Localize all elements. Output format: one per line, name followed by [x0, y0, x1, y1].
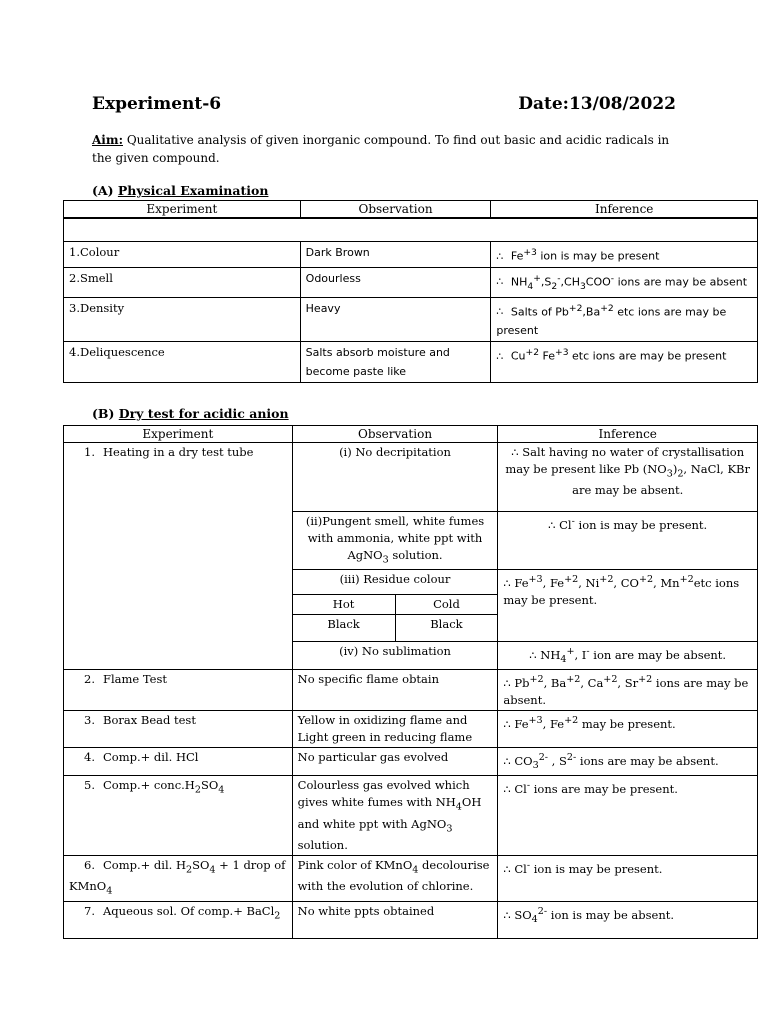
- date-label: Date:13/08/2022: [518, 94, 676, 114]
- section-a-heading: Physical Examination: [117, 183, 269, 198]
- section-b-heading: Dry test for acidic anion: [118, 406, 289, 421]
- row-number: 2.: [84, 672, 95, 687]
- hot-value: Black: [293, 615, 395, 642]
- experiment-title: Experiment-6: [92, 94, 222, 114]
- column-header: Inference: [491, 201, 758, 219]
- experiment-text: Flame Test: [103, 672, 167, 687]
- section-a-prefix: (A): [92, 183, 118, 198]
- experiment-text: Heating in a dry test tube: [103, 445, 254, 459]
- row-number: 3.: [84, 713, 95, 728]
- inference-cell: ∴ $Fe^{+3}$, $Fe^{+2}$ may be present.: [498, 711, 758, 748]
- observation-cell: Pink color of KMnO$_4$ decolourise with the evolution of chlorine.: [292, 855, 498, 901]
- aim-text: Qualitative analysis of given inorganic compound. To find out basic and acidic radicals in the given compound.: [92, 133, 670, 165]
- experiment-text: Comp.+ dil. HCl: [103, 750, 199, 765]
- observation-cell: Dark Brown: [300, 242, 491, 268]
- observation-cell: Odourless: [300, 267, 491, 297]
- inference-cell: ∴ $NH_4^+$, I- ion are may be absent.: [498, 642, 758, 670]
- inference-cell: ∴ Cl- ions are may be present.: [498, 776, 758, 856]
- observation-cell: No white ppts obtained: [292, 901, 498, 938]
- dry-test-table: [63, 425, 758, 939]
- observation-cell: [292, 570, 498, 642]
- table-row: [64, 711, 758, 748]
- column-header: Inference: [498, 426, 758, 443]
- table-header-row: [64, 426, 758, 443]
- experiment-cell: [64, 670, 293, 711]
- observation-cell: (i) No decripitation: [292, 443, 498, 512]
- observation-cell: Colourless gas evolved which gives white fumes with $NH_4OH$ and white ppt with AgNO$_3$ solution.: [292, 776, 498, 856]
- experiment-text: Borax Bead test: [103, 713, 196, 728]
- experiment-cell: 4.Deliquescence: [64, 342, 301, 383]
- observation-cell: (ii)Pungent smell, white fumes with ammonia, white ppt with AgNO$_3$ solution.: [292, 512, 498, 570]
- experiment-cell: 7. Aqueous sol. Of comp.+ BaCl$_2$: [64, 901, 293, 938]
- hot-label: Hot: [293, 595, 395, 615]
- aim-paragraph: [92, 131, 682, 167]
- inference-cell: ∴ Salts of $Pb^{+2},Ba^{+2}$ etc ions are may be present: [491, 297, 758, 342]
- experiment-cell: 5. Comp.+ $conc.H_2SO_4$: [64, 776, 293, 856]
- table-row: [64, 242, 758, 268]
- observation-cell: No specific flame obtain: [292, 670, 498, 711]
- table-header-row: [64, 201, 758, 219]
- row-number: 6.: [84, 857, 95, 872]
- row-number: 7.: [84, 903, 95, 918]
- column-header: Observation: [300, 201, 491, 219]
- observation-cell: (iv) No sublimation: [292, 642, 498, 670]
- aim-label: Aim:: [92, 133, 123, 147]
- table-row: [64, 342, 758, 383]
- table-row: [64, 670, 758, 711]
- header-row: [92, 94, 676, 114]
- experiment-cell: 2.Smell: [64, 267, 301, 297]
- table-row: [64, 267, 758, 297]
- inference-cell: ∴ $Fe^{+3}$ ion is may be present: [491, 242, 758, 268]
- row-number: 1.: [84, 445, 95, 459]
- table-row: [64, 748, 758, 776]
- column-header: Experiment: [64, 426, 293, 443]
- experiment-cell: [64, 443, 293, 670]
- section-b-title: [92, 406, 289, 421]
- section-b-prefix: (B): [92, 406, 119, 421]
- inference-cell: ∴ Salt having no water of crystallisation may be present like Pb $(NO_3)_2$, NaCl, KBr are may be absent.: [498, 443, 758, 512]
- inference-cell: ∴ $NH_4^+,S_2^-,CH_3COO^-$ ions are may be absent: [491, 267, 758, 297]
- table-row: [64, 297, 758, 342]
- experiment-cell: 6. Comp.+ dil. $H_2SO_4 + 1$ drop of KMnO$_4$: [64, 855, 293, 901]
- experiment-cell: [64, 748, 293, 776]
- experiment-cell: 1.Colour: [64, 242, 301, 268]
- residue-colour-label: (iii) Residue colour: [339, 572, 451, 587]
- row-number: 5.: [84, 778, 95, 793]
- table-row: [64, 218, 758, 242]
- residue-colour-table: [293, 594, 498, 641]
- observation-cell: No particular gas evolved: [292, 748, 498, 776]
- inference-cell: ∴ $Fe^{+3}$, $Fe^{+2}$, $Ni^{+2}$, $CO^{+2}$, $Mn^{+2}etc$ ions may be present.: [498, 570, 758, 642]
- observation-cell: Salts absorb moisture and become paste like: [300, 342, 491, 383]
- inference-cell: ∴ $CO_3^{2-}$ , $S^{2-}$ ions are may be absent.: [498, 748, 758, 776]
- row-number: 4.: [84, 750, 95, 765]
- cold-label: Cold: [395, 595, 497, 615]
- section-a-title: [92, 183, 268, 198]
- inference-cell: ∴ $Pb^{+2}$, $Ba^{+2}$, $Ca^{+2}$, $Sr^{+2}$ ions are may be absent.: [498, 670, 758, 711]
- observation-cell: Yellow in oxidizing flame and Light green in reducing flame: [292, 711, 498, 748]
- experiment-cell: [64, 711, 293, 748]
- column-header: Experiment: [64, 201, 301, 219]
- observation-cell: Heavy: [300, 297, 491, 342]
- inference-cell: ∴ $Cu^{+2}$ $Fe^{+3}$ etc ions are may be present: [491, 342, 758, 383]
- inference-cell: ∴ Cl- ion is may be present.: [498, 512, 758, 570]
- table-row: [64, 443, 758, 512]
- table-row: [64, 901, 758, 938]
- column-header: Observation: [292, 426, 498, 443]
- inference-cell: ∴ $SO_4^{2-}$ ion is may be absent.: [498, 901, 758, 938]
- physical-examination-table: [63, 200, 758, 383]
- experiment-cell: 3.Density: [64, 297, 301, 342]
- inference-cell: ∴ Cl- ion is may be present.: [498, 855, 758, 901]
- table-row: [64, 776, 758, 856]
- table-row: [64, 855, 758, 901]
- cold-value: Black: [395, 615, 497, 642]
